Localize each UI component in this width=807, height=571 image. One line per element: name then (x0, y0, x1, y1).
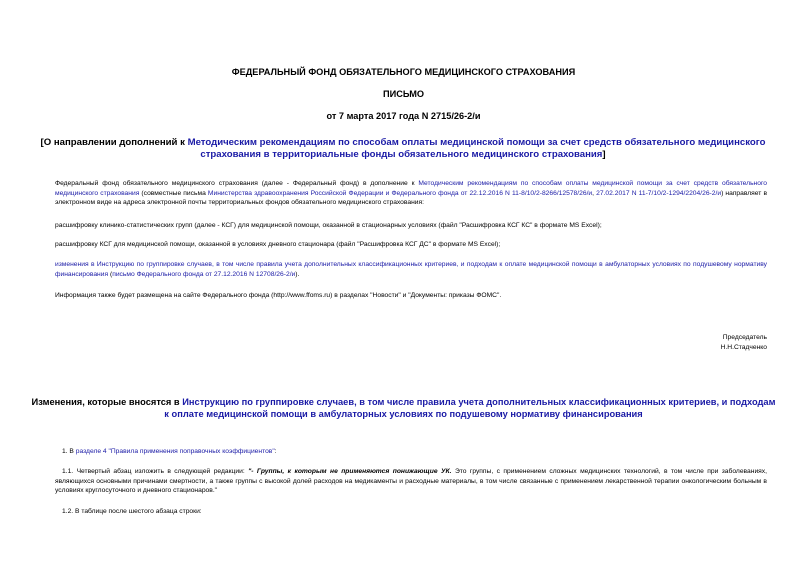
paragraph-ksg-ds: расшифровку КСГ для медицинской помощи, оказанной в условиях дневного стационара (файл "Расшифровка КСГ ДС" в формате MS Excel); (55, 241, 501, 248)
link-instruction-changes[interactable]: изменения в Инструкцию по группировке случаев, в том числе правила учета дополнительных классификационных критериев, и подходам к оплате медицинской помощи в амбулаторных условиях по подушевому нормативу финансирования (55, 261, 767, 278)
intro-text-d: ) направляет в электронном виде на адреса электронной почты территориальных фондов обязательного медицинского страхования: (55, 189, 768, 206)
intro-text-a: Федеральный фонд обязательного медицинского страхования (далее - Федеральный фонд) в дополнение к (55, 180, 419, 187)
paragraph-website-info: Информация также будет размещена на сайте Федерального фонда (http://www.ffoms.ru) в разделах "Новости" и "Документы: приказы ФОМС". (55, 292, 502, 299)
annex-link[interactable]: Инструкцию по группировке случаев, в том числе правила учета дополнительных классификационных критериев, и подходам к оплате медицинской помощи в амбулаторных условиях по подушевому нормативу финансирования (164, 397, 776, 419)
item11-text-b: Это группы, с применением сложных медицинских технологий, в том числе при заболеваниях, являющихся основными причинами смертности, а также группы с высокой долей расходов на медикаменты и расходные материалы, в том числе связанные с применением лекарственной терапии онкологическим больным в условиях круглосуточного и дневного стационаров." (55, 468, 767, 494)
link-section-4[interactable]: разделе 4 "Правила применения поправочных коэффициентов" (75, 448, 275, 455)
subject-link[interactable]: Методическим рекомендациям по способам оплаты медицинской помощи за счет средств обязательного медицинского страхования в территориальные фонды обязательного медицинского страхования (187, 137, 766, 160)
link-ffoms-letter[interactable]: письмо Федерального фонда от 27.12.2016 N 12708/26-2/и (112, 270, 296, 278)
item-1 (62, 447, 767, 457)
item1-text-b: : (274, 448, 277, 455)
paragraph-ksg-ks: расшифровку клинико-статистических групп (далее - КСГ) для медицинской помощи, оказанной в стационарных условиях (файл "Расшифровка КСГ КС" в формате MS Excel); (55, 222, 602, 229)
paragraph-intro (55, 179, 767, 208)
annex-prefix: Изменения, которые вносятся в (31, 397, 183, 407)
intro-text-c: , (592, 189, 597, 197)
link-joint-letter-1[interactable]: Министерства здравоохранения Российской Федерации и Федерального фонда от 22.12.2016 N 11-8/10/2-8266/12578/26/и (207, 189, 593, 197)
doc-type: ПИСЬМО (382, 89, 425, 99)
item-1-2: 1.2. В таблице после шестого абзаца строки: (62, 508, 202, 515)
changes-text-b: ( (108, 270, 113, 278)
document-subject (28, 137, 778, 161)
subject-suffix: ] (602, 149, 606, 160)
item11-bold-text: "- Группы, к которым не применяются понижающие УК. (248, 468, 452, 475)
link-joint-letter-2[interactable]: 27.02.2017 N 11-7/10/2-1294/2204/26-2/и (596, 189, 722, 197)
date-line: от 7 марта 2017 года N 2715/26-2/и (326, 111, 481, 121)
item1-text-a: 1. В (62, 448, 76, 455)
item-1-1 (55, 467, 767, 496)
signature-title: Председатель (722, 334, 767, 341)
changes-text-c: ). (295, 270, 300, 278)
signature-block (721, 333, 767, 353)
signature-name: Н.Н.Стадченко (720, 344, 767, 351)
annex-title (30, 396, 777, 420)
paragraph-changes (55, 260, 767, 279)
subject-prefix: [О направлении дополнений к (40, 137, 188, 148)
item11-text-a: 1.1. Четвертый абзац изложить в следующей редакции: (62, 468, 249, 475)
intro-text-b: (совместные письма (139, 189, 208, 197)
link-methodical-recommendations[interactable]: Методическим рекомендациям по способам оплаты медицинской помощи за счет средств обязательного медицинского страхования (55, 180, 767, 197)
org-title: ФЕДЕРАЛЬНЫЙ ФОНД ОБЯЗАТЕЛЬНОГО МЕДИЦИНСКОГО СТРАХОВАНИЯ (231, 67, 576, 77)
